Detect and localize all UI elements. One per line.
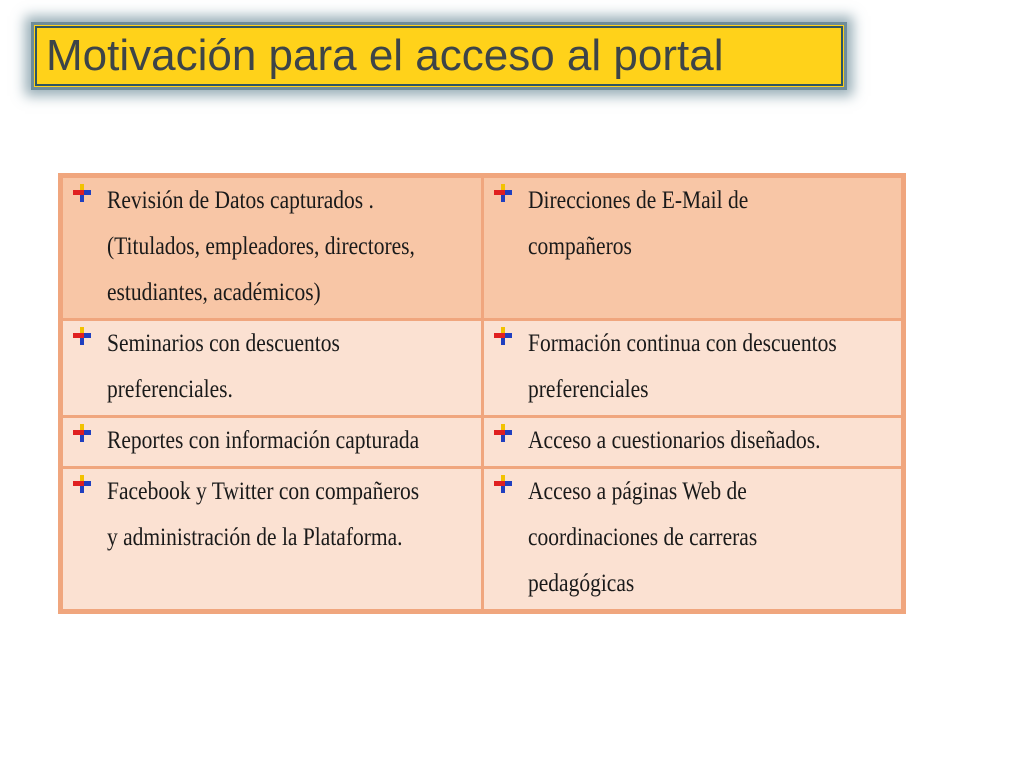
table-cell	[62, 177, 483, 320]
bullet-cross-icon	[73, 418, 107, 464]
table-row	[62, 468, 903, 611]
bullet-cross-icon	[494, 178, 528, 224]
table-row	[62, 417, 903, 468]
table-cell	[482, 417, 903, 468]
cell-text: Direcciones de E-Mail de compañeros	[527, 187, 748, 260]
table-cell	[482, 468, 903, 611]
table-row	[62, 177, 903, 320]
table-row	[62, 320, 903, 417]
cell-text: Facebook y Twitter con compañeros y administración de la Plataforma.	[107, 478, 420, 551]
bullet-cross-icon	[494, 418, 528, 464]
table-cell	[482, 177, 903, 320]
cell-text: Reportes con información capturada	[107, 427, 420, 454]
table-cell	[62, 468, 483, 611]
table-cell	[482, 320, 903, 417]
bullet-cross-icon	[73, 469, 107, 515]
cell-text: Acceso a cuestionarios diseñados.	[527, 427, 821, 454]
bullet-cross-icon	[494, 469, 528, 515]
title-box	[31, 22, 847, 90]
bullet-cross-icon	[73, 321, 107, 367]
cell-text: Seminarios con descuentos preferenciales.	[107, 330, 340, 403]
bullet-cross-icon	[494, 321, 528, 367]
bullet-cross-icon	[73, 178, 107, 224]
cell-text: Revisión de Datos capturados . (Titulados, empleadores, directores, estudiantes, académicos)	[107, 187, 415, 306]
cell-text: Acceso a páginas Web de coordinaciones de carreras pedagógicas	[527, 478, 757, 597]
table-cell	[62, 417, 483, 468]
cell-text: Formación continua con descuentos preferenciales	[527, 330, 837, 403]
content-table	[58, 173, 906, 614]
table-cell	[62, 320, 483, 417]
slide-title: Motivación para el acceso al portal	[46, 31, 724, 80]
